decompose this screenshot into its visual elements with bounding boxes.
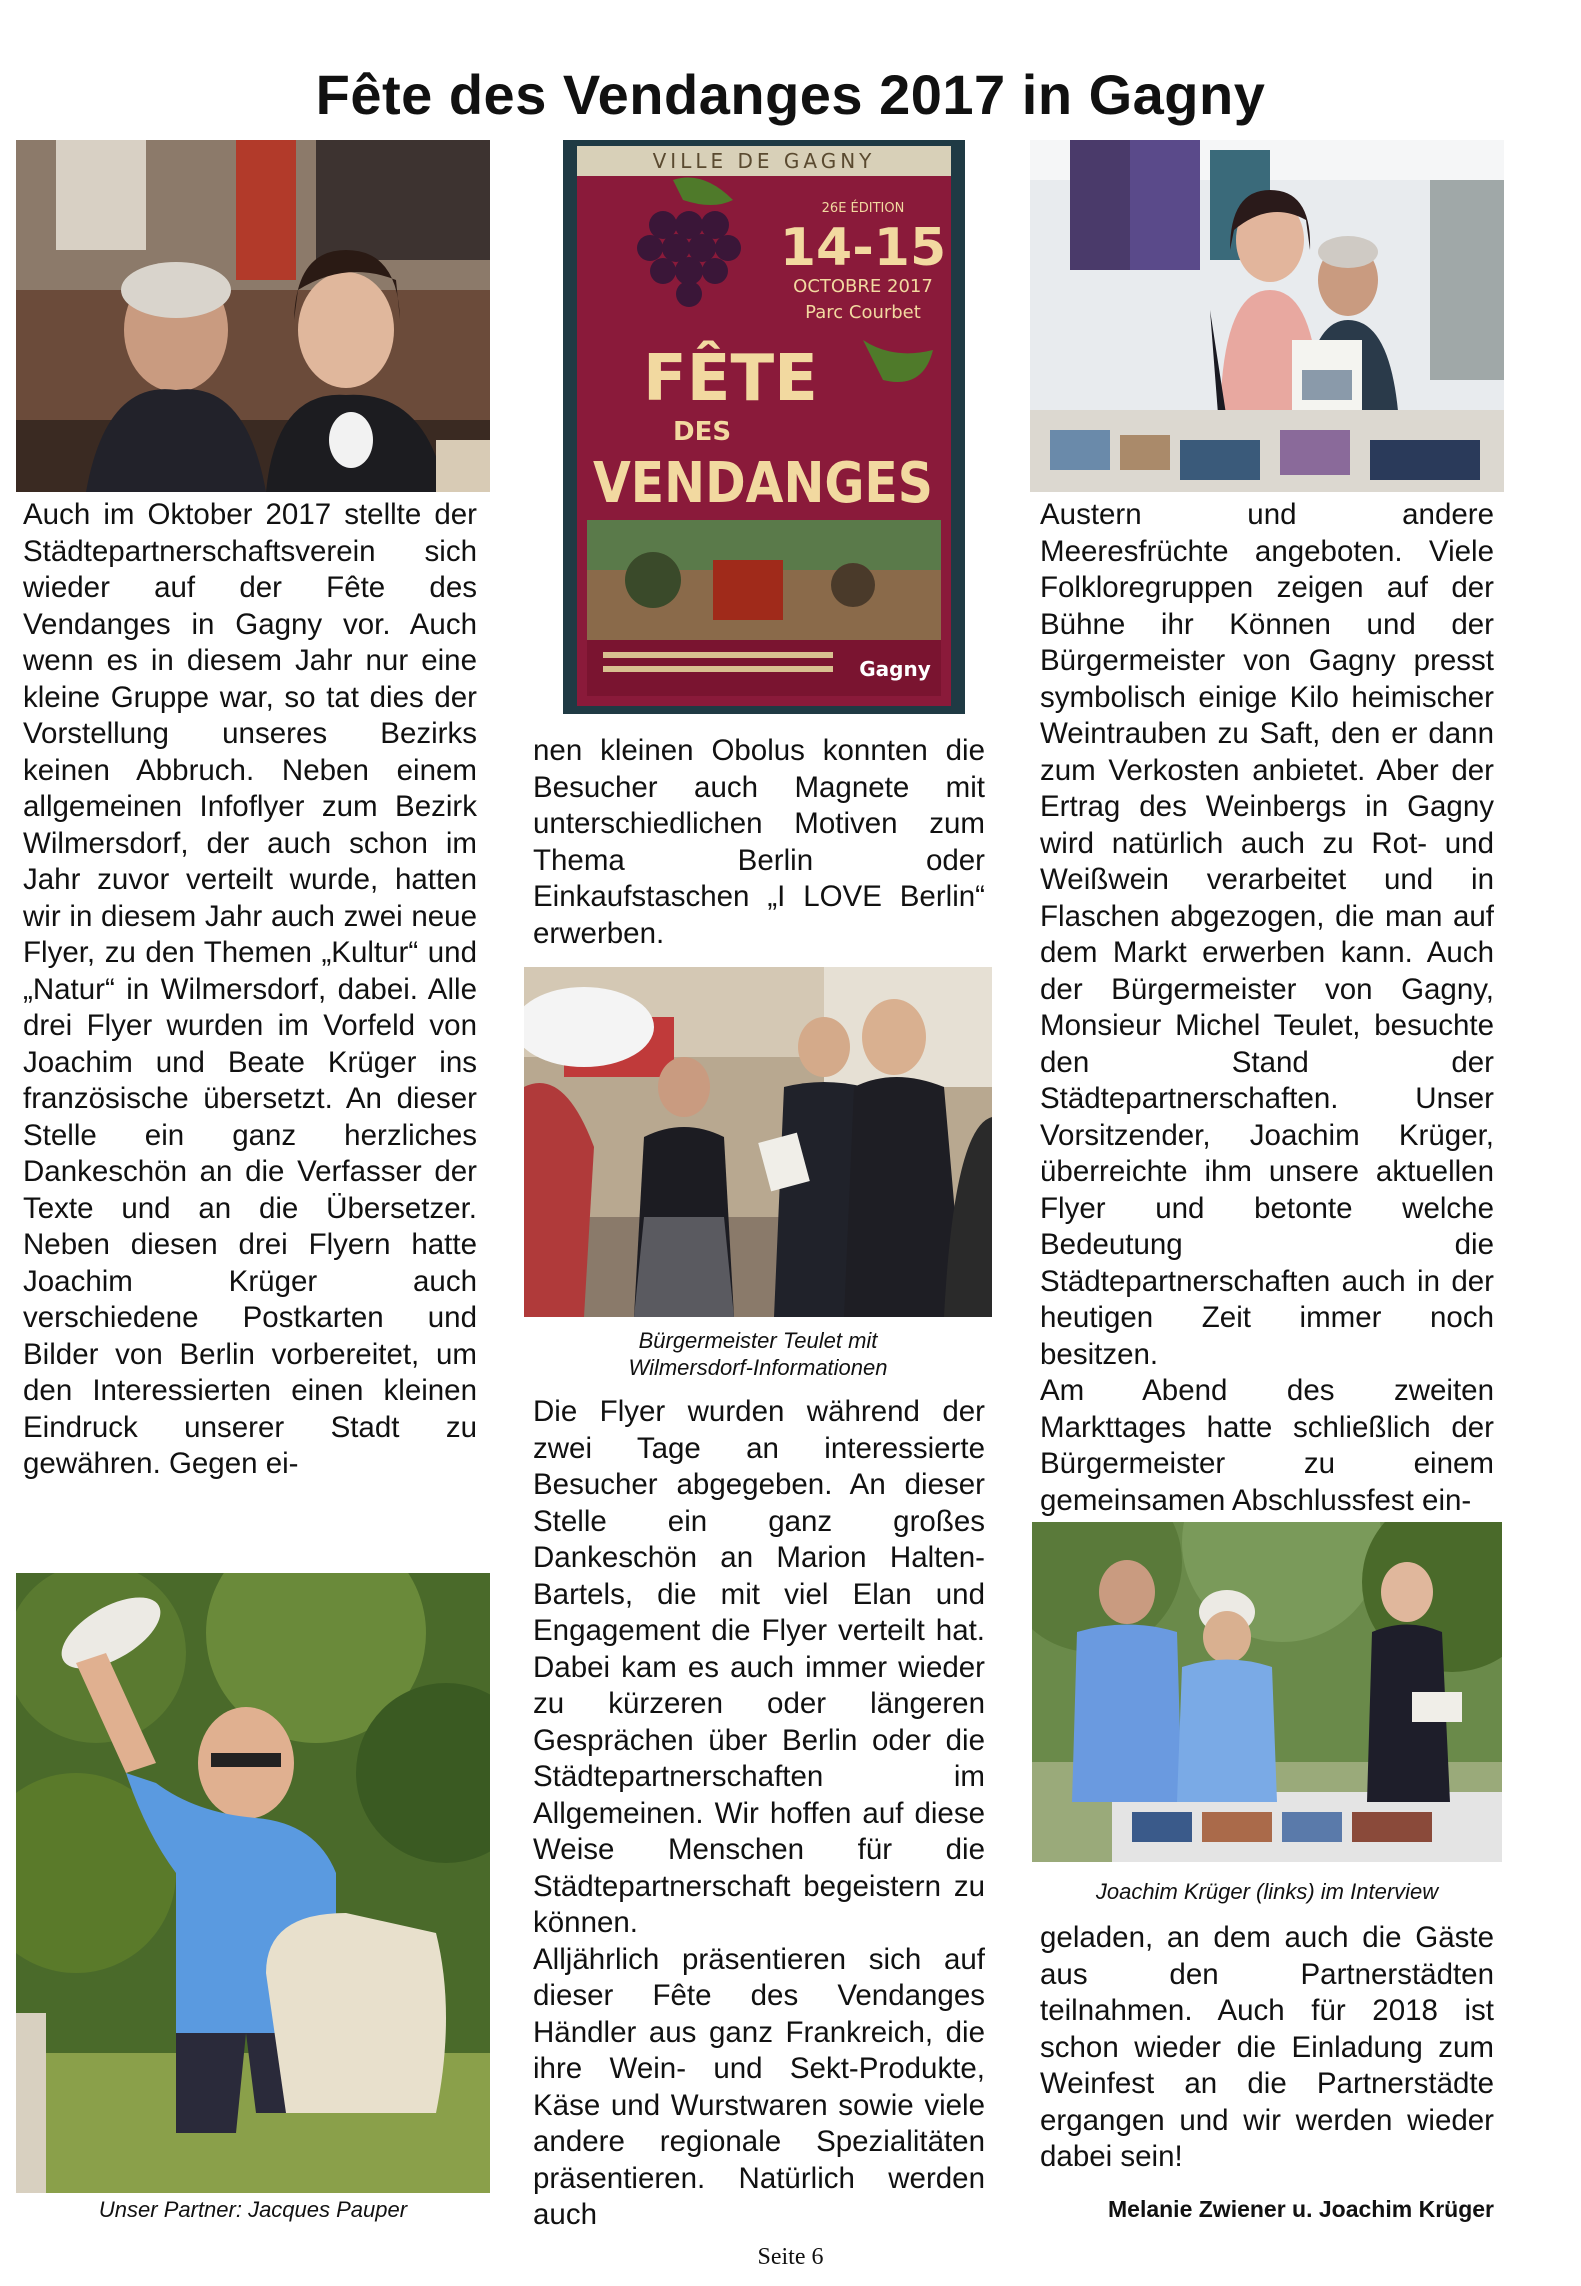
- article-paragraph: Die Flyer wurden während der zwei Tage an interessierte Besucher abgegeben. An dieser Stelle ein ganz großes Dankeschön an Marion Halten-Bartels, die mit viel Elan und Engagement die Flyer verteilt hat. Dabei kam es auch immer wieder zu kürzeren oder längeren Gesprächen über Berlin oder die Städtepartnerschaften im Allgemeinen. Wir hoffen auf diese Weise Menschen für die Städtepartnerschaft begeistern zu können.: [533, 1395, 985, 1939]
- caption-interview: Joachim Krüger (links) im Interview: [1095, 1879, 1439, 1904]
- poster-month: OCTOBRE 2017: [793, 276, 933, 297]
- column-middle-top-text: [533, 733, 985, 952]
- page-number: Seite 6: [757, 2244, 824, 2270]
- poster-title-line1: FÊTE: [643, 342, 818, 416]
- column-middle-bottom-text: [533, 1394, 985, 2234]
- article-paragraph: Am Abend des zweiten Markttages hatte schließlich der Bürgermeister zu einem gemeinsamen Abschlussfest ein-: [1040, 1374, 1494, 1517]
- photo-jacques-pauper: [16, 1573, 490, 2193]
- article-paragraph: Austern und andere Meeresfrüchte angeboten. Viele Folkloregruppen zeigen auf der Bühne ihr Können und der Bürgermeister von Gagny presst symbolisch einige Kilo heimischer Weintrauben zu Saft, den er dann zum Verkosten anbietet. Aber der Ertrag des Weinbergs in Gagny wird natürlich auch zu Rot- und Weißwein verarbeitet und in Flaschen abgezogen, die man auf dem Markt erwerben kann. Auch der Bürgermeister von Gagny, Monsieur Michel Teulet, besuchte den Stand der Städtepartnerschaften. Unser Vorsitzender, Joachim Krüger, überreichte ihm unsere aktuellen Flyer und betonte welche Bedeutung die Städtepartnerschaften auch in der heutigen Zeit immer noch besitzen.: [1040, 498, 1494, 1371]
- article-paragraph: nen kleinen Obolus konnten die Besucher auch Magnete mit unterschiedlichen Motiven zum Thema Berlin oder Einkaufstaschen „I LOVE Berlin“ erwerben.: [533, 734, 985, 950]
- column-right-bottom-text: [1040, 1920, 1494, 2176]
- photo-two-women: [16, 140, 490, 492]
- poster-title-line2: DES: [673, 417, 732, 447]
- poster-edition: 26E ÉDITION: [821, 201, 905, 216]
- page-title: Fête des Vendanges 2017 in Gagny: [315, 63, 1266, 126]
- article-paragraph: Alljährlich präsentieren sich auf dieser Fête des Vendanges Händler aus ganz Frankreich, die ihre Wein- und Sekt-Produkte, Käse und Wurstwaren sowie viele andere regionale Spezialitäten präsentieren. Natürlich werden auch: [533, 1942, 985, 2231]
- caption-line: Bürgermeister Teulet mit: [638, 1328, 878, 1353]
- poster-venue: Parc Courbet: [805, 302, 921, 323]
- photo-stall: [1030, 140, 1504, 492]
- caption-teulet: [524, 1327, 992, 1381]
- poster-dates: 14-15: [779, 218, 947, 278]
- poster-title-line3: VENDANGES: [593, 451, 933, 516]
- poster-footer-brand: Gagny: [859, 657, 931, 681]
- photo-mayor-teulet: [524, 967, 992, 1317]
- article-paragraph: geladen, an dem auch die Gäste aus den Partnerstädten teilnahmen. Auch für 2018 ist schon wieder die Einladung zum Weinfest an die Partnerstädte ergangen und wir werden wieder dabei sein!: [1040, 1921, 1494, 2173]
- article-paragraph: Auch im Oktober 2017 stellte der Städtepartnerschaftsverein sich wieder auf der Fête des Vendanges in Gagny vor. Auch wenn es in diesem Jahr nur eine kleine Gruppe war, so tat dies der Vorstellung unseres Bezirks keinen Abbruch. Neben einem allgemeinen Infoflyer zum Bezirk Wilmersdorf, der auch schon im Jahr zuvor verteilt wurde, hatten wir in diesem Jahr auch zwei neue Flyer, zu den Themen „Kultur“ und „Natur“ in Wilmersdorf, dabei. Alle drei Flyer wurden im Vorfeld von Joachim und Beate Krüger ins französische übersetzt. An dieser Stelle ein ganz herzliches Dankeschön an die Verfasser der Texte und an die Übersetzer. Neben diesen drei Flyern hatte Joachim Krüger auch verschiedene Postkarten und Bilder von Berlin vorbereitet, um den Interessierten einen kleinen Eindruck unserer Stadt zu gewähren. Gegen ei-: [23, 498, 477, 1480]
- photo-event-poster: [563, 140, 965, 714]
- poster-city: VILLE DE GAGNY: [652, 149, 876, 173]
- caption-line: Wilmersdorf-Informationen: [628, 1355, 888, 1380]
- photo-interview: [1032, 1522, 1502, 1862]
- caption-pauper: Unser Partner: Jacques Pauper: [98, 2197, 408, 2222]
- author-signature: Melanie Zwiener u. Joachim Krüger: [1108, 2196, 1494, 2222]
- column-right-top-text: [1040, 497, 1494, 1519]
- column-left-text: [23, 497, 477, 1483]
